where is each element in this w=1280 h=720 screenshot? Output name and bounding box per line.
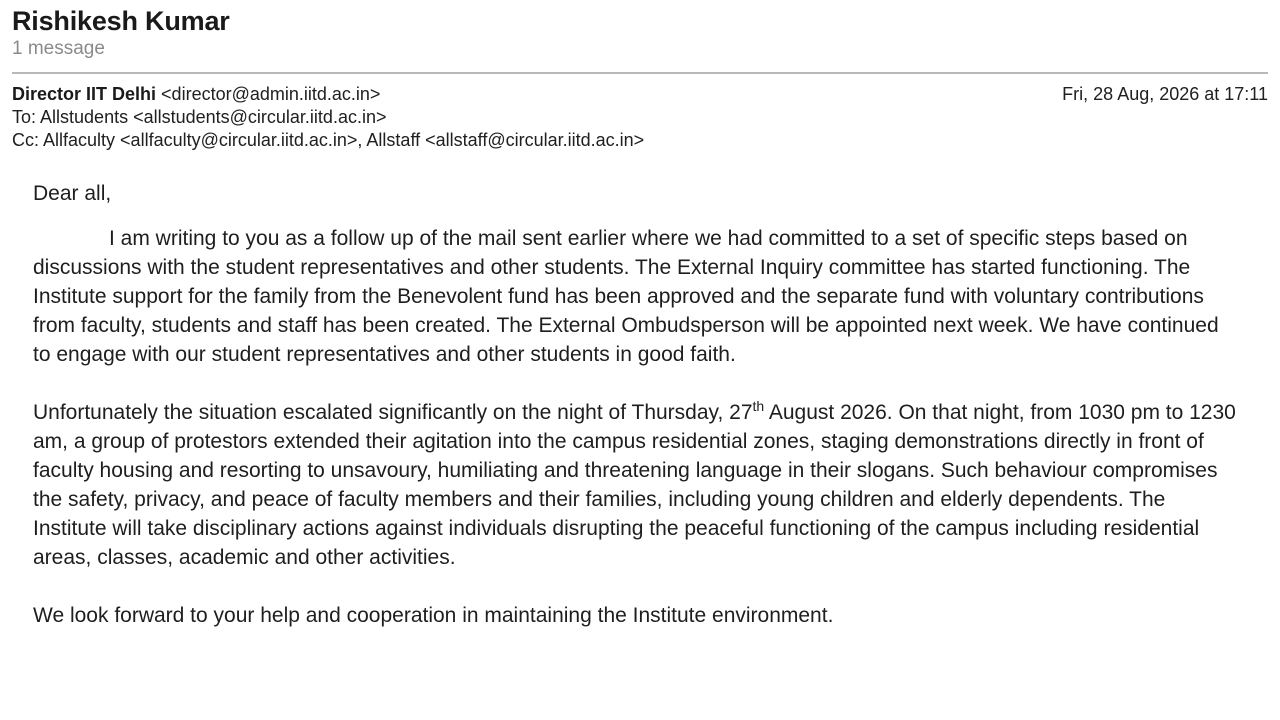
paragraph-2-part-1: Unfortunately the situation escalated significantly on the night of Thursday, 27 bbox=[33, 401, 753, 424]
header-divider bbox=[12, 72, 1268, 74]
to-recipients[interactable]: Allstudents <allstudents@circular.iitd.ac.in> bbox=[40, 107, 387, 127]
body-paragraph-2 bbox=[33, 398, 1240, 572]
to-label: To: bbox=[12, 107, 37, 127]
sender-address[interactable]: <director@admin.iitd.ac.in> bbox=[161, 84, 381, 104]
thread-title: Rishikesh Kumar bbox=[12, 6, 230, 36]
cc-row bbox=[12, 129, 1268, 152]
sender-row bbox=[12, 83, 1268, 106]
ordinal-suffix: th bbox=[752, 398, 765, 414]
body-paragraph-1: I am writing to you as a follow up of the mail sent earlier where we had committed to a set of specific steps based on discussions with the student representatives and other students. The External Inquiry committee has started functioning. The Institute support for the family from the Benevolent fund has been approved and the separate fund with voluntary contributions from faculty, students and staff has been created. The External Ombudsperson will be appointed next week. We have continued to engage with our student representatives and other students in good faith. bbox=[33, 227, 1219, 366]
cc-recipients[interactable]: Allfaculty <allfaculty@circular.iitd.ac.in>, Allstaff <allstaff@circular.iitd.ac.in> bbox=[43, 130, 645, 150]
sender-name[interactable]: Director IIT Delhi bbox=[12, 84, 157, 104]
greeting: Dear all, bbox=[33, 182, 112, 205]
cc-label: Cc: bbox=[12, 130, 39, 150]
paragraph-2-part-2: August 2026. On that night, from 1030 pm to 1230 am, a group of protestors extended their agitation into the campus residential zones, staging demonstrations directly in front of faculty housing and resorting to unsavoury, humiliating and threatening language in their slogans. Such behaviour compromises the safety, privacy, and peace of faculty members and their families, including young children and elderly dependents. The Institute will take disciplinary actions against individuals disrupting the peaceful functioning of the campus including residential areas, classes, academic and other activities. bbox=[33, 401, 1236, 569]
message-count: 1 message bbox=[12, 38, 105, 59]
body-paragraph-3: We look forward to your help and cooperation in maintaining the Institute environment. bbox=[33, 604, 834, 627]
message-meta bbox=[12, 83, 1268, 152]
message-body bbox=[12, 179, 1268, 630]
thread-header bbox=[12, 0, 1268, 61]
sender bbox=[12, 83, 380, 106]
to-row bbox=[12, 106, 1268, 129]
message-timestamp: Fri, 28 Aug, 2026 at 17:11 bbox=[1062, 84, 1268, 104]
